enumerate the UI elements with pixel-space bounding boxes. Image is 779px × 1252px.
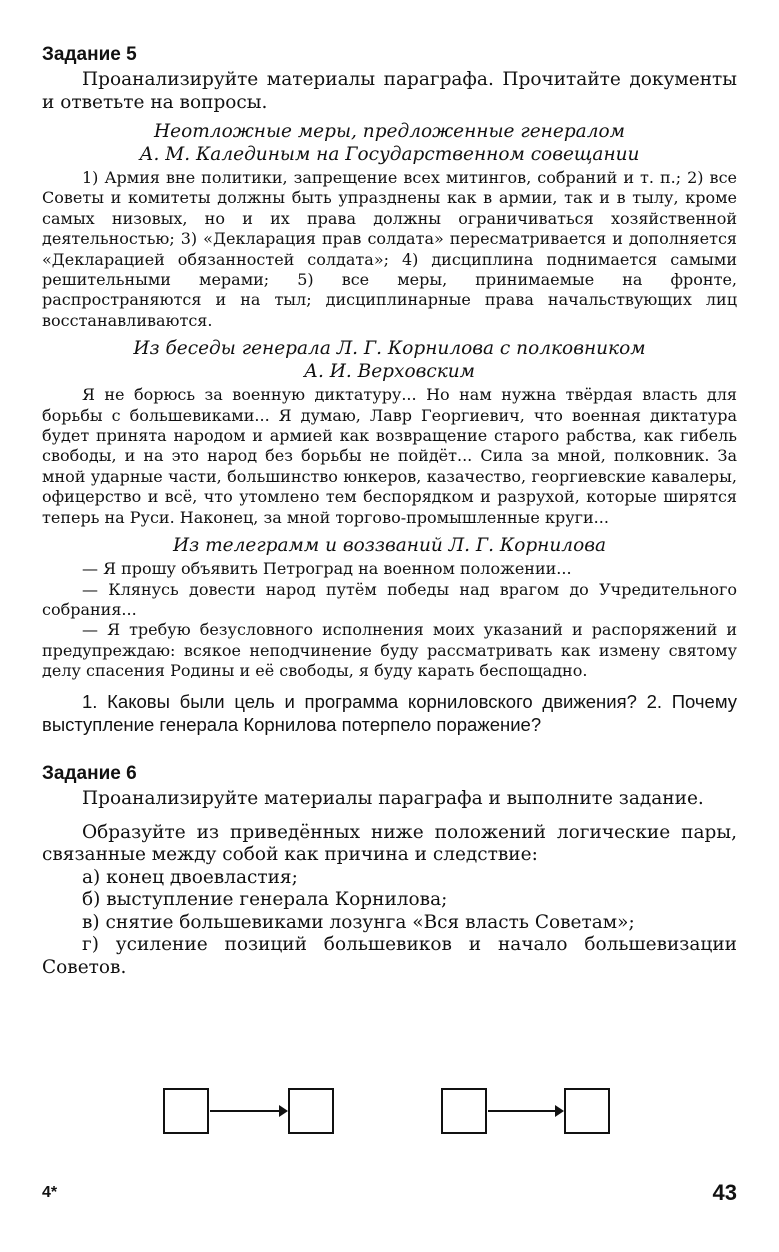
task6-instruction: Образуйте из приведённых ниже положений логические пары, связанные между собой как причина и следствие: [42,821,737,866]
doc1-title-line1: Неотложные меры, предложенные генералом [154,121,625,142]
answer-box-3[interactable] [441,1088,487,1134]
doc3-line: — Я прошу объявить Петроград на военном положении... [82,559,572,579]
cause-effect-scheme [0,1080,779,1140]
doc1-title-line2: А. М. Калединым на Государственном совещании [139,144,640,165]
doc1-text: 1) Армия вне политики, запрещение всех митингов, собраний и т. п.; 2) все Советы и комитеты должны быть упразднены как в армии, так и в тылу, кроме самых низовых, но и их права должны ограничиваться хозяйственной деятельностью; 3) «Декларация прав солдата» пересматривается и дополняется «Декларацией обязанностей солдата»; 4) дисциплина поднимается самыми решительными мерами; 5) все меры, принимаемые на фронте, распространяются и на тыл; дисциплинарные права начальствующих лиц восстанавливаются. [42,168,737,330]
signature-mark: 4* [42,1184,58,1201]
task5-questions: 1. Каковы были цель и программа корниловского движения? 2. Почему выступление генерала Корнилова потерпело поражение? [42,690,737,736]
task6-title: Задание 6 [42,762,137,784]
doc3-title: Из телеграмм и воззваний Л. Г. Корнилова [173,535,606,557]
task6-items-list [42,867,737,980]
list-item: б) выступление генерала Корнилова; [82,889,448,911]
doc2-title-line1: Из беседы генерала Л. Г. Корнилова с полковником [133,338,646,360]
task6-intro: Проанализируйте материалы параграфа и выполните задание. [82,787,704,809]
answer-box-1[interactable] [163,1088,209,1134]
task5-intro: Проанализируйте материалы параграфа. Прочитайте документы и ответьте на вопросы. [42,69,737,113]
list-item: в) снятие большевиками лозунга «Вся власть Советам»; [82,911,635,933]
arrow-icon [210,1110,286,1112]
doc2-title [42,337,737,383]
answer-box-2[interactable] [288,1088,334,1134]
doc1-title [42,120,737,166]
list-item: а) конец двоевластия; [82,866,298,888]
task5-title: Задание 5 [42,44,137,65]
doc3-line: — Я требую безусловного исполнения моих указаний и распоряжений и предупреждаю: всякое неподчинение буду рассматривать как измену святому делу спасения Родины и её свободы, я буду карать беспощадно. [42,620,737,681]
list-item: г) усиление позиций большевиков и начало большевизации Советов. [42,934,737,978]
doc2-title-line2: А. И. Верховским [303,361,476,383]
page-number: 43 [712,1180,737,1205]
page-content [42,44,737,979]
doc3-line: — Клянусь довести народ путём победы над врагом до Учредительного собрания... [42,579,737,619]
answer-box-4[interactable] [564,1088,610,1134]
doc2-text: Я не борюсь за военную диктатуру... Но нам нужна твёрдая власть для борьбы с большевиками... Я думаю, Лавр Георгиевич, что военная диктатура будет принята народом и армией как возвращение старого рабства, как гибель свободы, и на это народ без борьбы не пойдёт... Сила за мной, полковник. За мной ударные части, большинство юнкеров, казачество, георгиевские кавалеры, офицерство и всё, что утомлено тем беспорядком и разрухой, которые ширятся теперь на Руси. Наконец, за мной торгово-промышленные круги... [42,385,737,527]
arrow-icon [488,1110,562,1112]
